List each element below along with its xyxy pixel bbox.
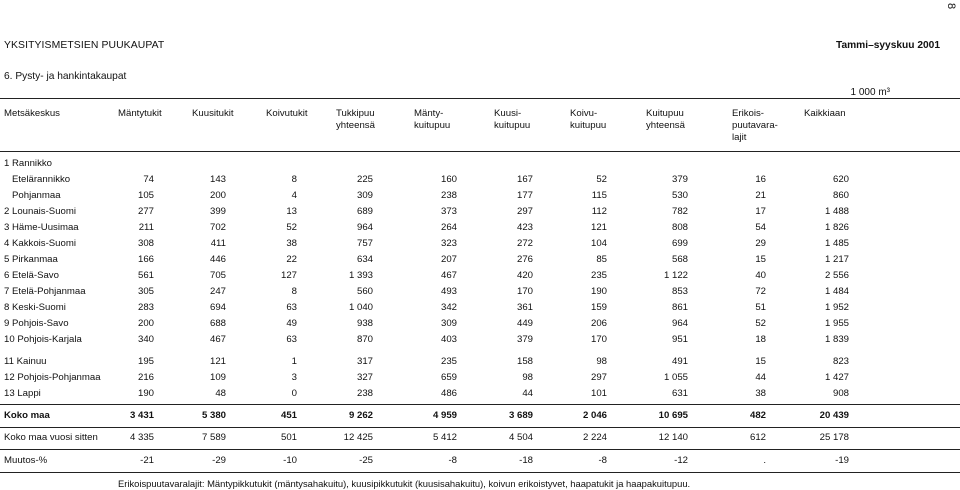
table-cell: 1 <box>291 356 297 367</box>
table-cell: 782 <box>671 206 688 217</box>
column-header: Koivu- kuitupuu <box>570 108 607 131</box>
table-cell: 694 <box>209 302 226 313</box>
table-cell: 63 <box>286 302 297 313</box>
table-cell: 5 412 <box>432 432 457 443</box>
table-cell: 15 <box>755 254 766 265</box>
table-cell: 634 <box>356 254 373 265</box>
row-label: 12 Pohjois-Pohjanmaa <box>4 372 101 383</box>
table-cell: 121 <box>590 222 607 233</box>
row-label: Muutos-% <box>4 455 48 466</box>
table-cell: 297 <box>516 206 533 217</box>
table-cell: 309 <box>356 190 373 201</box>
table-cell: 1 122 <box>663 270 688 281</box>
table-cell: 1 488 <box>824 206 849 217</box>
table-cell: 938 <box>356 318 373 329</box>
table-cell: 9 262 <box>348 410 373 421</box>
table-cell: 467 <box>440 270 457 281</box>
table-row <box>0 238 960 250</box>
table-cell: 276 <box>516 254 533 265</box>
column-header: Kuusi- kuitupuu <box>494 108 531 131</box>
table-cell: 297 <box>590 372 607 383</box>
column-header: Mänty- kuitupuu <box>414 108 451 131</box>
table-cell: 530 <box>671 190 688 201</box>
table-row <box>0 158 960 170</box>
table-cell: 98 <box>522 372 533 383</box>
table-cell: 568 <box>671 254 688 265</box>
table-cell: 951 <box>671 334 688 345</box>
table-cell: . <box>763 455 766 466</box>
row-label: 2 Lounais-Suomi <box>4 206 76 217</box>
column-header: Tukkipuu yhteensä <box>336 108 375 131</box>
table-cell: 631 <box>671 388 688 399</box>
table-cell: 908 <box>832 388 849 399</box>
table-row <box>0 455 960 467</box>
column-header: Koivutukit <box>266 108 308 119</box>
column-header: Kaikkiaan <box>804 108 846 119</box>
table-cell: 115 <box>591 190 607 201</box>
table-cell: 373 <box>440 206 457 217</box>
table-cell: 40 <box>755 270 766 281</box>
table-cell: 327 <box>356 372 373 383</box>
table-cell: 200 <box>209 190 226 201</box>
table-cell: 177 <box>516 190 533 201</box>
table-cell: 211 <box>138 222 154 233</box>
table-cell: 420 <box>516 270 533 281</box>
table-cell: 104 <box>590 238 607 249</box>
table-cell: 2 556 <box>824 270 849 281</box>
table-cell: 1 217 <box>824 254 849 265</box>
row-label: 13 Lappi <box>4 388 41 399</box>
table-row <box>0 318 960 330</box>
table-cell: 1 955 <box>824 318 849 329</box>
table-row <box>0 270 960 282</box>
table-cell: 207 <box>440 254 457 265</box>
table-cell: 85 <box>596 254 607 265</box>
table-cell: 190 <box>137 388 154 399</box>
table-cell: 3 689 <box>508 410 533 421</box>
table-cell: 5 380 <box>201 410 226 421</box>
table-cell: 305 <box>137 286 154 297</box>
table-cell: 870 <box>356 334 373 345</box>
table-cell: 98 <box>596 356 607 367</box>
table-cell: 20 439 <box>819 410 849 421</box>
row-label: Etelärannikko <box>4 174 71 185</box>
row-label: 5 Pirkanmaa <box>4 254 58 265</box>
table-cell: -10 <box>283 455 297 466</box>
row-separator <box>0 427 960 428</box>
table-cell: 702 <box>209 222 226 233</box>
table-cell: 449 <box>516 318 533 329</box>
row-label: Koko maa vuosi sitten <box>4 432 98 443</box>
table-cell: 361 <box>516 302 533 313</box>
table-cell: 167 <box>516 174 533 185</box>
table-cell: 15 <box>755 356 766 367</box>
table-row <box>0 302 960 314</box>
table-cell: 52 <box>286 222 297 233</box>
table-cell: 964 <box>671 318 688 329</box>
table-cell: 17 <box>755 206 766 217</box>
table-cell: 7 589 <box>201 432 226 443</box>
table-row <box>0 222 960 234</box>
table-cell: 317 <box>356 356 373 367</box>
table-cell: 342 <box>440 302 457 313</box>
row-label: 7 Etelä-Pohjanmaa <box>4 286 86 297</box>
table-cell: 1 826 <box>824 222 849 233</box>
table-cell: 560 <box>356 286 373 297</box>
table-cell: 446 <box>209 254 226 265</box>
table-cell: 411 <box>210 238 226 249</box>
table-cell: 1 485 <box>824 238 849 249</box>
table-cell: 699 <box>671 238 688 249</box>
table-cell: 22 <box>286 254 297 265</box>
table-cell: 170 <box>516 286 533 297</box>
table-cell: -12 <box>674 455 688 466</box>
table-cell: 8 <box>291 286 297 297</box>
table-cell: 861 <box>671 302 688 313</box>
table-cell: 808 <box>671 222 688 233</box>
table-cell: 101 <box>590 388 607 399</box>
table-row <box>0 190 960 202</box>
table-cell: 277 <box>137 206 154 217</box>
table-cell: 44 <box>522 388 533 399</box>
table-cell: 860 <box>832 190 849 201</box>
column-header: Metsäkeskus <box>4 108 60 119</box>
table-cell: 235 <box>440 356 457 367</box>
table-cell: -8 <box>448 455 457 466</box>
row-label: 8 Keski-Suomi <box>4 302 66 313</box>
table-row <box>0 286 960 298</box>
table-cell: -19 <box>835 455 849 466</box>
table-cell: 379 <box>516 334 533 345</box>
row-label: 4 Kakkois-Suomi <box>4 238 76 249</box>
row-label: 3 Häme-Uusimaa <box>4 222 79 233</box>
table-cell: 467 <box>209 334 226 345</box>
table-cell: 1 484 <box>824 286 849 297</box>
table-cell: 49 <box>286 318 297 329</box>
table-cell: 18 <box>755 334 766 345</box>
table-cell: 482 <box>749 410 766 421</box>
row-label: 11 Kainuu <box>4 356 47 367</box>
table-cell: 2 046 <box>582 410 607 421</box>
section-title: 6. Pysty- ja hankintakaupat <box>4 71 127 82</box>
table-cell: 13 <box>286 206 297 217</box>
table-cell: 105 <box>137 190 154 201</box>
table-cell: 52 <box>596 174 607 185</box>
table-cell: 2 224 <box>582 432 607 443</box>
table-cell: 235 <box>590 270 607 281</box>
table-cell: 501 <box>280 432 297 443</box>
table-cell: 964 <box>356 222 373 233</box>
table-cell: 21 <box>755 190 766 201</box>
row-separator <box>0 449 960 450</box>
table-cell: 29 <box>755 238 766 249</box>
table-cell: 25 178 <box>819 432 849 443</box>
table-cell: 272 <box>516 238 533 249</box>
footnote: Erikoispuutavaralajit: Mäntypikkutukit (mäntysahakuitu), kuusipikkutukit (kuusisahakuitu), koivun erikoistyvet, haapatukit ja haapakuitupuu. <box>118 478 691 489</box>
row-label: 6 Etelä-Savo <box>4 270 59 281</box>
table-cell: 1 393 <box>348 270 373 281</box>
row-label: Pohjanmaa <box>4 190 61 201</box>
table-cell: 1 839 <box>824 334 849 345</box>
table-cell: 340 <box>137 334 154 345</box>
table-cell: 1 952 <box>824 302 849 313</box>
table-cell: 399 <box>209 206 226 217</box>
table-cell: -25 <box>359 455 373 466</box>
row-label: 9 Pohjois-Savo <box>4 318 69 329</box>
table-row <box>0 174 960 186</box>
table-cell: 12 425 <box>343 432 373 443</box>
table-cell: -8 <box>598 455 607 466</box>
table-cell: 451 <box>280 410 297 421</box>
table-row <box>0 206 960 218</box>
table-cell: -29 <box>212 455 226 466</box>
table-cell: 225 <box>356 174 373 185</box>
document-title: YKSITYISMETSIEN PUUKAUPAT <box>4 40 165 51</box>
table-cell: 620 <box>832 174 849 185</box>
table-cell: -21 <box>140 455 154 466</box>
table-cell: 238 <box>440 190 457 201</box>
table-cell: 689 <box>356 206 373 217</box>
table-cell: 4 959 <box>432 410 457 421</box>
table-cell: 159 <box>590 302 607 313</box>
table-cell: 54 <box>755 222 766 233</box>
table-cell: 170 <box>590 334 607 345</box>
table-cell: 705 <box>209 270 226 281</box>
table-cell: 238 <box>356 388 373 399</box>
table-cell: 612 <box>749 432 766 443</box>
table-cell: 44 <box>755 372 766 383</box>
table-cell: 12 140 <box>658 432 688 443</box>
column-header: Erikois- puutavara- lajit <box>732 108 778 143</box>
column-header: Kuitupuu yhteensä <box>646 108 685 131</box>
table-row <box>0 388 960 400</box>
table-cell: 158 <box>516 356 533 367</box>
table-cell: 283 <box>137 302 154 313</box>
table-cell: 112 <box>591 206 607 217</box>
table-cell: 63 <box>286 334 297 345</box>
table-cell: 403 <box>440 334 457 345</box>
table-cell: 72 <box>755 286 766 297</box>
header-bottom-rule <box>0 151 960 152</box>
table-cell: 486 <box>440 388 457 399</box>
row-label: Koko maa <box>4 410 50 421</box>
table-row <box>0 254 960 266</box>
table-cell: 16 <box>755 174 766 185</box>
row-separator <box>0 404 960 405</box>
table-cell: 853 <box>671 286 688 297</box>
table-cell: 190 <box>590 286 607 297</box>
table-cell: 166 <box>137 254 154 265</box>
table-cell: 52 <box>755 318 766 329</box>
column-header: Mäntytukit <box>118 108 162 119</box>
table-cell: 4 504 <box>508 432 533 443</box>
table-cell: 493 <box>440 286 457 297</box>
table-row <box>0 372 960 384</box>
table-cell: 143 <box>209 174 226 185</box>
table-cell: 561 <box>137 270 154 281</box>
table-cell: 3 431 <box>129 410 154 421</box>
table-cell: 1 427 <box>824 372 849 383</box>
table-cell: 4 <box>291 190 297 201</box>
table-cell: 10 695 <box>658 410 688 421</box>
table-cell: 160 <box>440 174 457 185</box>
table-row <box>0 334 960 346</box>
table-cell: 491 <box>671 356 688 367</box>
table-cell: 127 <box>280 270 297 281</box>
table-cell: 195 <box>137 356 154 367</box>
table-cell: 688 <box>209 318 226 329</box>
table-cell: 1 040 <box>348 302 373 313</box>
table-cell: 38 <box>286 238 297 249</box>
table-cell: 379 <box>671 174 688 185</box>
unit-label: 1 000 m³ <box>850 87 890 98</box>
table-cell: 74 <box>143 174 154 185</box>
table-cell: 1 055 <box>663 372 688 383</box>
table-cell: 423 <box>516 222 533 233</box>
column-header: Kuusitukit <box>192 108 234 119</box>
table-cell: 323 <box>440 238 457 249</box>
table-cell: 823 <box>832 356 849 367</box>
table-cell: 206 <box>590 318 607 329</box>
table-cell: 757 <box>356 238 373 249</box>
table-top-rule <box>0 98 960 99</box>
page-number: 8 <box>944 2 957 10</box>
table-cell: 121 <box>209 356 226 367</box>
table-cell: 309 <box>440 318 457 329</box>
table-cell: 8 <box>291 174 297 185</box>
table-cell: 38 <box>755 388 766 399</box>
table-cell: 109 <box>209 372 226 383</box>
table-row <box>0 432 960 444</box>
table-cell: 4 335 <box>129 432 154 443</box>
table-row <box>0 356 960 368</box>
table-cell: 216 <box>137 372 154 383</box>
row-label: 10 Pohjois-Karjala <box>4 334 82 345</box>
report-period: Tammi–syyskuu 2001 <box>835 40 940 51</box>
row-separator <box>0 472 960 473</box>
row-label: 1 Rannikko <box>4 158 52 169</box>
table-cell: -18 <box>519 455 533 466</box>
table-cell: 247 <box>209 286 226 297</box>
table-row <box>0 410 960 422</box>
table-cell: 308 <box>137 238 154 249</box>
table-cell: 48 <box>215 388 226 399</box>
table-cell: 659 <box>440 372 457 383</box>
table-cell: 264 <box>440 222 457 233</box>
table-cell: 51 <box>755 302 766 313</box>
table-cell: 3 <box>291 372 297 383</box>
table-cell: 200 <box>137 318 154 329</box>
table-cell: 0 <box>291 388 297 399</box>
